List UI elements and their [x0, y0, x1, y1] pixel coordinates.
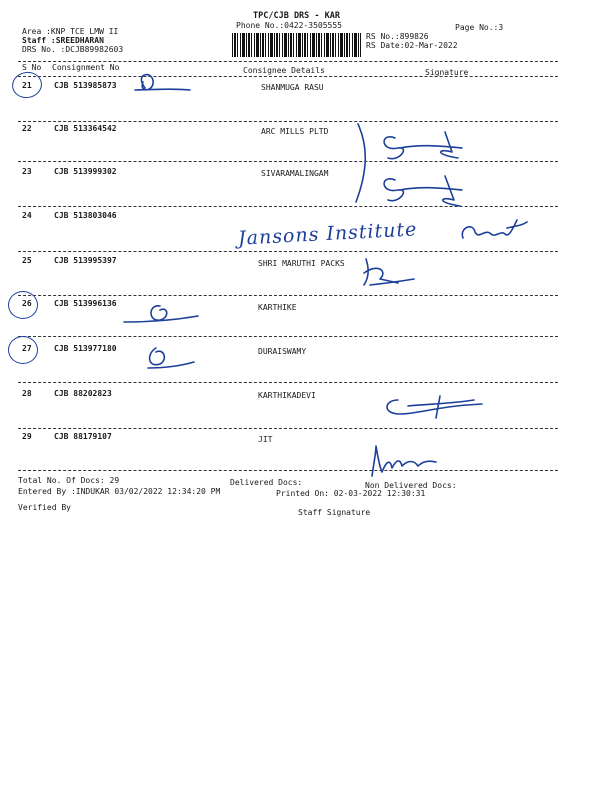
row-consignment: CJB 513977180 — [54, 344, 117, 353]
signature-row-29 — [362, 442, 442, 480]
row-sno: 21 — [22, 81, 32, 90]
divider — [18, 61, 558, 62]
row-consignment: CJB 513985873 — [54, 81, 117, 90]
total-docs: Total No. Of Docs: 29 — [18, 476, 120, 485]
staff-signature-label: Staff Signature — [298, 508, 371, 517]
row-consignee: SHANMUGA RASU — [261, 83, 324, 92]
document-title: TPC/CJB DRS - KAR — [253, 11, 340, 21]
row-sno: 22 — [22, 124, 32, 133]
drs-number: DRS No. :DCJB89982603 — [22, 45, 124, 54]
row-consignee: KARTHIKADEVI — [258, 391, 316, 400]
row-consignee: JIT — [258, 435, 273, 444]
signature-row-25 — [358, 253, 418, 289]
printed-on: Printed On: 02-03-2022 12:30:31 — [276, 489, 426, 498]
signature-row-27 — [138, 340, 198, 376]
row-sno: 23 — [22, 167, 32, 176]
row-consignee: DURAISWAMY — [258, 347, 307, 356]
serial-circle — [10, 70, 44, 101]
row-sno: 24 — [22, 211, 32, 220]
row-consignment: CJB 513364542 — [54, 124, 117, 133]
staff-field: Staff :SREEDHARAN — [22, 36, 104, 45]
serial-circle — [8, 336, 38, 364]
col-header-signature: Signature — [425, 68, 469, 77]
row-sno: 26 — [22, 299, 32, 308]
signature-row-24 — [455, 210, 530, 250]
col-header-consignee: Consignee Details — [243, 66, 325, 75]
row-sno: 27 — [22, 344, 32, 353]
row-consignment: CJB 513996136 — [54, 299, 117, 308]
row-consignment: CJB 513995397 — [54, 256, 117, 265]
handwritten-jansons: Jansons Institute — [237, 218, 418, 250]
divider — [18, 251, 558, 252]
signature-row-21 — [125, 68, 195, 98]
non-delivered-docs: Non Delivered Docs: — [365, 481, 457, 490]
signature-row-26 — [120, 298, 200, 328]
barcode — [232, 33, 361, 57]
area-field: Area :KNP TCE LMW II — [22, 27, 119, 36]
serial-circle — [8, 291, 38, 319]
row-consignee: SHRI MARUTHI PACKS — [258, 259, 345, 268]
divider — [18, 295, 558, 296]
delivered-docs: Delivered Docs: — [230, 478, 303, 487]
row-consignee: ARC MILLS PLTD — [261, 127, 329, 136]
row-consignee: SIVARAMALINGAM — [261, 169, 329, 178]
divider — [18, 428, 558, 429]
rs-number: RS No.:899826 — [366, 32, 429, 41]
phone-number: Phone No.:0422-3505555 — [236, 21, 342, 30]
col-header-consignment: Consignment No — [52, 63, 120, 72]
row-sno: 25 — [22, 256, 32, 265]
row-sno: 29 — [22, 432, 32, 441]
divider — [18, 382, 558, 383]
signature-arc-mills — [340, 118, 490, 218]
signature-row-28 — [378, 392, 488, 422]
divider — [18, 336, 558, 337]
col-header-sno: S No — [22, 63, 42, 72]
verified-by: Verified By — [18, 503, 71, 512]
row-consignment: CJB 513999302 — [54, 167, 117, 176]
divider — [18, 76, 558, 77]
row-consignment: CJB 88202823 — [54, 389, 112, 398]
row-consignment: CJB 88179107 — [54, 432, 112, 441]
row-consignment: CJB 513803046 — [54, 211, 117, 220]
divider — [18, 470, 558, 471]
row-consignee: KARTHIKE — [258, 303, 297, 312]
row-sno: 28 — [22, 389, 32, 398]
entered-by: Entered By :INDUKAR 03/02/2022 12:34:20 PM — [18, 487, 221, 496]
rs-date: RS Date:02-Mar-2022 — [366, 41, 458, 50]
page-number: Page No.:3 — [455, 23, 504, 32]
